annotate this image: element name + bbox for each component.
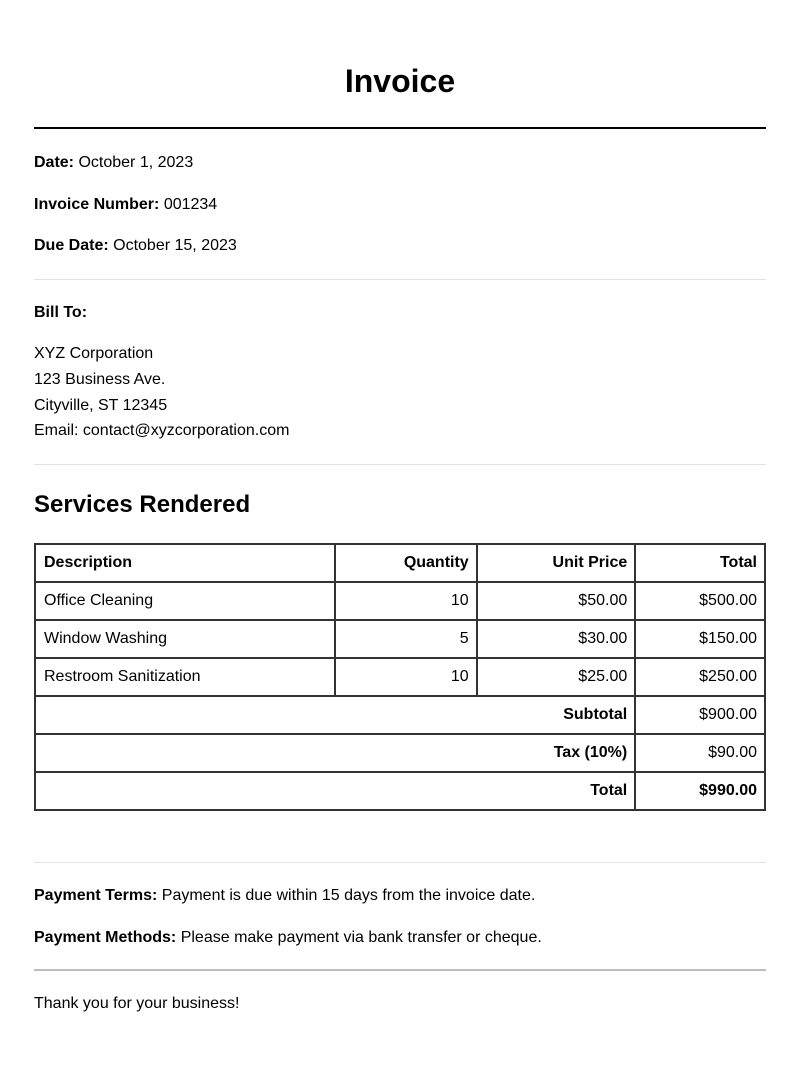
services-title: Services Rendered [34,491,251,518]
invoice-number-value: 001234 [163,196,218,213]
payment-terms-text: Payment is due within 15 days from the invoice date. [161,887,536,904]
subtotal-label: Subtotal [35,696,635,734]
payment-methods-label: Payment Methods: [34,929,177,946]
row-quantity: 10 [335,658,477,696]
row-unit-price: $50.00 [477,582,636,620]
invoice-date-line [34,153,193,173]
row-total: $150.00 [635,620,765,658]
table-row [35,620,765,658]
table-row [35,658,765,696]
due-date-label: Due Date: [34,237,109,254]
tax-label: Tax (10%) [35,734,635,772]
table-divider [34,862,766,863]
row-description: Restroom Sanitization [35,658,335,696]
row-total: $500.00 [635,582,765,620]
table-row [35,582,765,620]
title-divider [34,127,766,129]
grand-total-value: $990.00 [635,772,765,810]
services-table [34,543,766,811]
grand-total-label: Total [35,772,635,810]
footer-divider [34,969,766,971]
bill-to-email: Email: contact@xyzcorporation.com [34,422,290,439]
row-total: $250.00 [635,658,765,696]
thank-you-message: Thank you for your business! [34,995,240,1012]
invoice-number-label: Invoice Number: [34,196,160,213]
header-description: Description [35,544,335,582]
tax-value: $90.00 [635,734,765,772]
bill-to-divider [34,464,766,465]
invoice-title: Invoice [344,63,456,99]
due-date-value: October 15, 2023 [113,237,237,254]
payment-terms-line [34,886,535,906]
header-unit-price: Unit Price [477,544,636,582]
bill-to-address-line1: 123 Business Ave. [34,371,166,388]
row-description: Office Cleaning [35,582,335,620]
subtotal-value: $900.00 [635,696,765,734]
bill-to-address-line2: Cityville, ST 12345 [34,397,168,414]
tax-row [35,734,765,772]
invoice-number-line [34,195,217,215]
row-quantity: 5 [335,620,477,658]
payment-terms-label: Payment Terms: [34,887,158,904]
row-unit-price: $30.00 [477,620,636,658]
table-header-row [35,544,765,582]
payment-methods-line [34,928,542,948]
header-quantity: Quantity [335,544,477,582]
subtotal-row [35,696,765,734]
due-date-line [34,236,237,256]
row-description: Window Washing [35,620,335,658]
bill-to-label: Bill To: [34,304,88,321]
row-unit-price: $25.00 [477,658,636,696]
bill-to-name: XYZ Corporation [34,345,154,362]
header-divider [34,279,766,280]
payment-methods-text: Please make payment via bank transfer or cheque. [180,929,542,946]
invoice-date-label: Date: [34,154,75,171]
invoice-date-value: October 1, 2023 [78,154,194,171]
header-total: Total [635,544,765,582]
row-quantity: 10 [335,582,477,620]
grand-total-row [35,772,765,810]
